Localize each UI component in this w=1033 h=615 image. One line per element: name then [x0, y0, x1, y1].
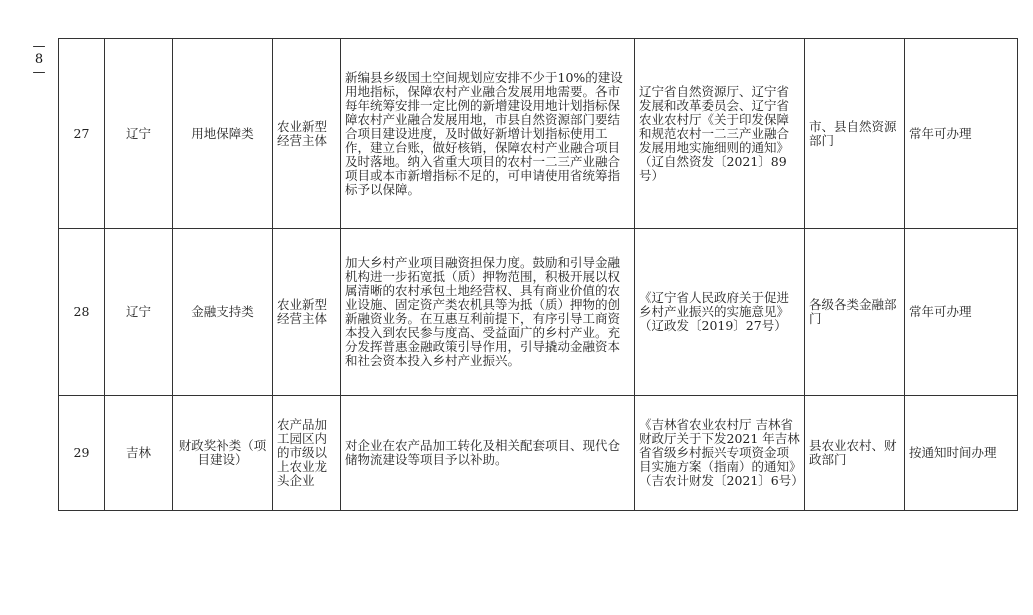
page-number-dash-bottom: —: [32, 65, 46, 80]
row-number: 28: [59, 229, 105, 396]
department-cell: 市、县自然资源部门: [805, 39, 905, 229]
page-number-value: 8: [34, 52, 44, 67]
department-cell: 县农业农村、财政部门: [805, 396, 905, 511]
subject-cell: 农产品加工园区内的市级以上农业龙头企业: [273, 396, 341, 511]
department-cell: 各级各类金融部门: [805, 229, 905, 396]
basis-cell: 《吉林省农业农村厅 吉林省财政厅关于下发2021 年吉林省省级乡村振兴专项资金项目实施方案（指南）的通知》（吉农计财发〔2021〕6号）: [635, 396, 805, 511]
page-number-dash-top: —: [32, 39, 46, 54]
policy-type-cell: 财政奖补类（项目建设）: [173, 396, 273, 511]
table-row: [59, 39, 1018, 229]
policy-type-cell: 用地保障类: [173, 39, 273, 229]
content-cell: 对企业在农产品加工转化及相关配套项目、现代仓储物流建设等项目予以补助。: [341, 396, 635, 511]
basis-cell: 《辽宁省人民政府关于促进乡村产业振兴的实施意见》（辽政发〔2019〕27号）: [635, 229, 805, 396]
content-cell: 加大乡村产业项目融资担保力度。鼓励和引导金融机构进一步拓宽抵（质）押物范围，积极开展以权属清晰的农村承包土地经营权、具有商业价值的农业设施、固定资产类农机具等为抵（质）押物的创新融资业务。在互惠互利前提下，有序引导工商资本投入到农民参与度高、受益面广的乡村产业。充分发挥普惠金融政策引导作用，引导撬动金融资本和社会资本投入乡村产业振兴。: [341, 229, 635, 396]
subject-cell: 农业新型经营主体: [273, 39, 341, 229]
region-cell: 辽宁: [105, 229, 173, 396]
policy-table: [58, 38, 1018, 511]
table-row: [59, 229, 1018, 396]
region-cell: 吉林: [105, 396, 173, 511]
time-cell: 按通知时间办理: [905, 396, 1018, 511]
table-row: [59, 396, 1018, 511]
row-number: 29: [59, 396, 105, 511]
row-number: 27: [59, 39, 105, 229]
time-cell: 常年可办理: [905, 39, 1018, 229]
content-cell: 新编县乡级国土空间规划应安排不少于10%的建设用地指标，保障农村产业融合发展用地需要。各市每年统筹安排一定比例的新增建设用地计划指标保障农村产业融合发展用地，市县自然资源部门要结合项目建设进度，及时做好新增计划指标使用工作，建立台账，做好核销，保障农村产业融合项目及时落地。纳入省重大项目的农村一二三产业融合项目或本市新增指标不足的，可申请使用省统筹指标予以保障。: [341, 39, 635, 229]
page-number: [30, 40, 48, 79]
region-cell: 辽宁: [105, 39, 173, 229]
subject-cell: 农业新型经营主体: [273, 229, 341, 396]
basis-cell: 辽宁省自然资源厅、辽宁省发展和改革委员会、辽宁省农业农村厅《关于印发保障和规范农村一二三产业融合发展用地实施细则的通知》（辽自然资发〔2021〕89号）: [635, 39, 805, 229]
policy-type-cell: 金融支持类: [173, 229, 273, 396]
time-cell: 常年可办理: [905, 229, 1018, 396]
